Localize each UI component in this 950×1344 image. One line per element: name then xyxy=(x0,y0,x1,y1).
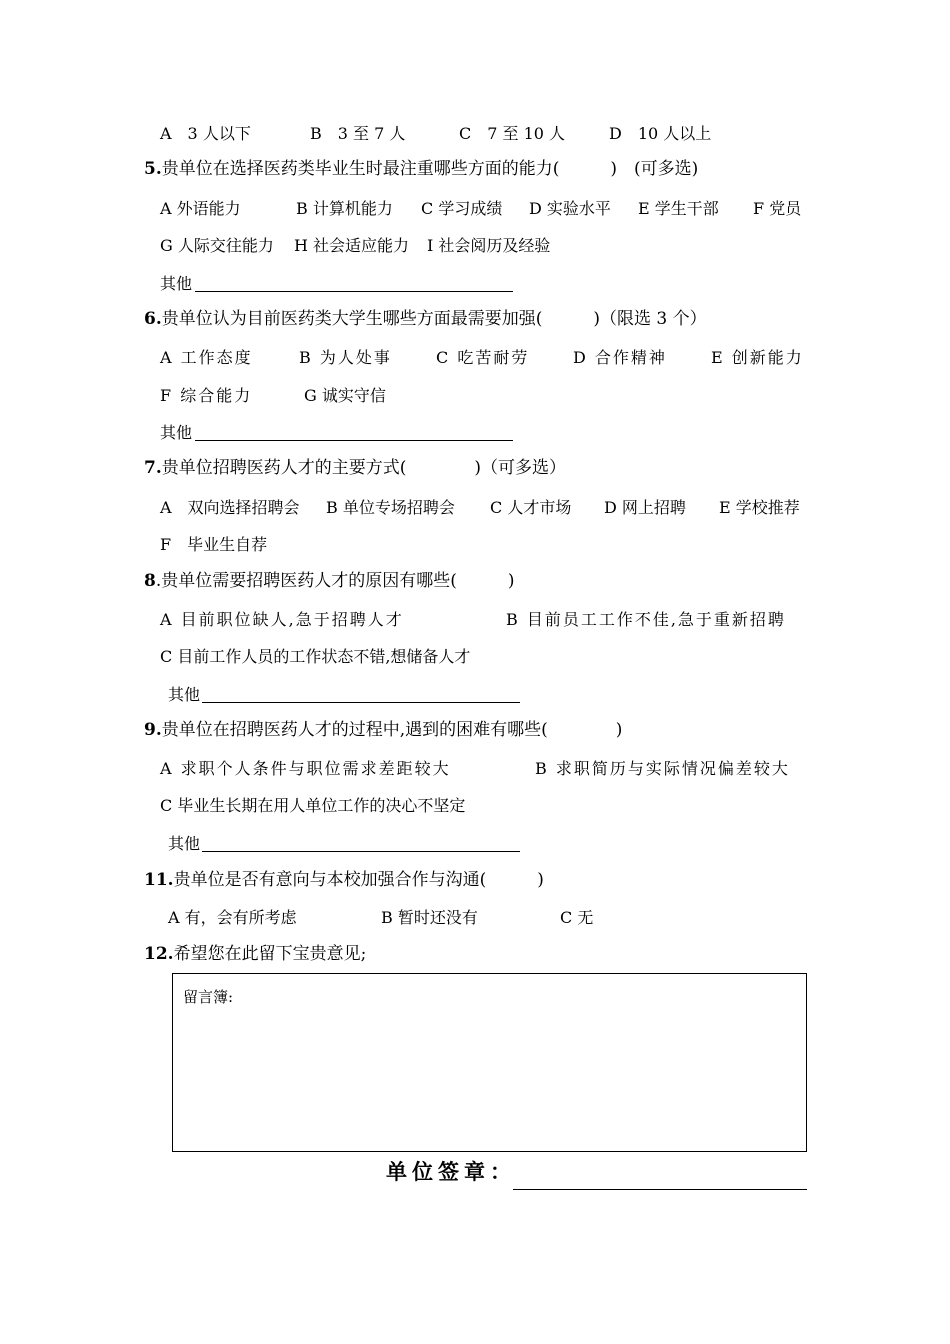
q8-other-field[interactable] xyxy=(202,702,520,703)
q6-option-g[interactable]: G 诚实守信 xyxy=(304,386,386,405)
q5-option-i[interactable]: I 社会阅历及经验 xyxy=(427,236,551,255)
question-text: 贵单位认为目前医药类大学生哪些方面最需要加强( )（限选 3 个） xyxy=(161,309,707,329)
guestbook-textarea[interactable] xyxy=(172,973,807,1152)
q7-option-f[interactable]: F 毕业生自荐 xyxy=(160,535,268,554)
question-number: 11. xyxy=(144,870,174,890)
q6-option-e[interactable]: E 创新能力 xyxy=(711,348,804,367)
q8-option-b[interactable]: B 目前员工工作不佳,急于重新招聘 xyxy=(506,610,786,629)
question-number: 9. xyxy=(144,720,162,740)
q5-option-f[interactable]: F 党员 xyxy=(753,199,802,218)
question-number: 12. xyxy=(144,944,174,964)
question-5 xyxy=(144,158,698,180)
q9-option-c[interactable]: C 毕业生长期在用人单位工作的决心不坚定 xyxy=(160,796,466,815)
q7-option-b[interactable]: B 单位专场招聘会 xyxy=(326,498,455,517)
q4-option-c[interactable]: C 7 至 10 人 xyxy=(459,124,566,143)
q6-option-c[interactable]: C 吃苦耐劳 xyxy=(436,348,530,367)
question-text: 希望您在此留下宝贵意见; xyxy=(173,944,367,964)
q6-option-b[interactable]: B 为人处事 xyxy=(299,348,392,367)
question-number: 6. xyxy=(144,309,162,329)
q5-other-field[interactable] xyxy=(195,291,513,292)
q6-other-label: 其他 xyxy=(160,423,193,442)
q4-option-d[interactable]: D 10 人以上 xyxy=(609,124,712,143)
question-12 xyxy=(144,943,366,965)
q6-other-field[interactable] xyxy=(195,440,513,441)
q6-option-f[interactable]: F 综合能力 xyxy=(160,386,253,405)
q5-other-label: 其他 xyxy=(160,274,193,293)
q11-option-c[interactable]: C 无 xyxy=(560,908,594,927)
q7-option-c[interactable]: C 人才市场 xyxy=(490,498,572,517)
q4-option-a[interactable]: A 3 人以下 xyxy=(160,124,251,143)
seal-signature-field[interactable] xyxy=(513,1189,807,1190)
q11-option-b[interactable]: B 暂时还没有 xyxy=(381,908,478,927)
question-7 xyxy=(144,457,566,479)
question-text: 贵单位在招聘医药人才的过程中,遇到的困难有哪些( ) xyxy=(161,720,623,740)
question-number: 8 xyxy=(144,571,156,591)
question-text: 贵单位招聘医药人才的主要方式( )（可多选） xyxy=(161,458,567,478)
q8-option-c[interactable]: C 目前工作人员的工作状态不错,想储备人才 xyxy=(160,647,471,666)
question-text: 贵单位是否有意向与本校加强合作与沟通( ) xyxy=(173,870,544,890)
seal-label: 单位签章： xyxy=(386,1160,516,1184)
q9-option-a[interactable]: A 求职个人条件与职位需求差距较大 xyxy=(160,759,451,778)
q11-option-a[interactable]: A 有，会有所考虑 xyxy=(168,908,297,927)
q7-option-d[interactable]: D 网上招聘 xyxy=(604,498,686,517)
q5-option-d[interactable]: D 实验水平 xyxy=(529,199,611,218)
q9-other-label: 其他 xyxy=(168,834,201,853)
q5-option-c[interactable]: C 学习成绩 xyxy=(421,199,503,218)
q4-option-b[interactable]: B 3 至 7 人 xyxy=(310,124,406,143)
guestbook-label: 留言簿: xyxy=(183,988,234,1006)
question-number: 5. xyxy=(144,159,162,179)
q7-option-e[interactable]: E 学校推荐 xyxy=(719,498,800,517)
q9-other-field[interactable] xyxy=(202,851,520,852)
question-text: .贵单位需要招聘医药人才的原因有哪些( ) xyxy=(155,571,515,591)
q5-option-h[interactable]: H 社会适应能力 xyxy=(294,236,410,255)
q7-option-a[interactable]: A 双向选择招聘会 xyxy=(160,498,300,517)
q9-option-b[interactable]: B 求职简历与实际情况偏差较大 xyxy=(535,759,790,778)
q6-option-d[interactable]: D 合作精神 xyxy=(573,348,667,367)
q5-option-b[interactable]: B 计算机能力 xyxy=(296,199,393,218)
question-number: 7. xyxy=(144,458,162,478)
question-11 xyxy=(144,869,544,891)
question-9 xyxy=(144,719,622,741)
q8-other-label: 其他 xyxy=(168,685,201,704)
question-8 xyxy=(144,570,515,592)
question-text: 贵单位在选择医药类毕业生时最注重哪些方面的能力( ) (可多选) xyxy=(161,159,699,179)
q6-option-a[interactable]: A 工作态度 xyxy=(160,348,253,367)
q8-option-a[interactable]: A 目前职位缺人,急于招聘人才 xyxy=(160,610,404,629)
q5-option-e[interactable]: E 学生干部 xyxy=(638,199,719,218)
q5-option-g[interactable]: G 人际交往能力 xyxy=(160,236,274,255)
q5-option-a[interactable]: A 外语能力 xyxy=(160,199,241,218)
question-6 xyxy=(144,308,707,330)
